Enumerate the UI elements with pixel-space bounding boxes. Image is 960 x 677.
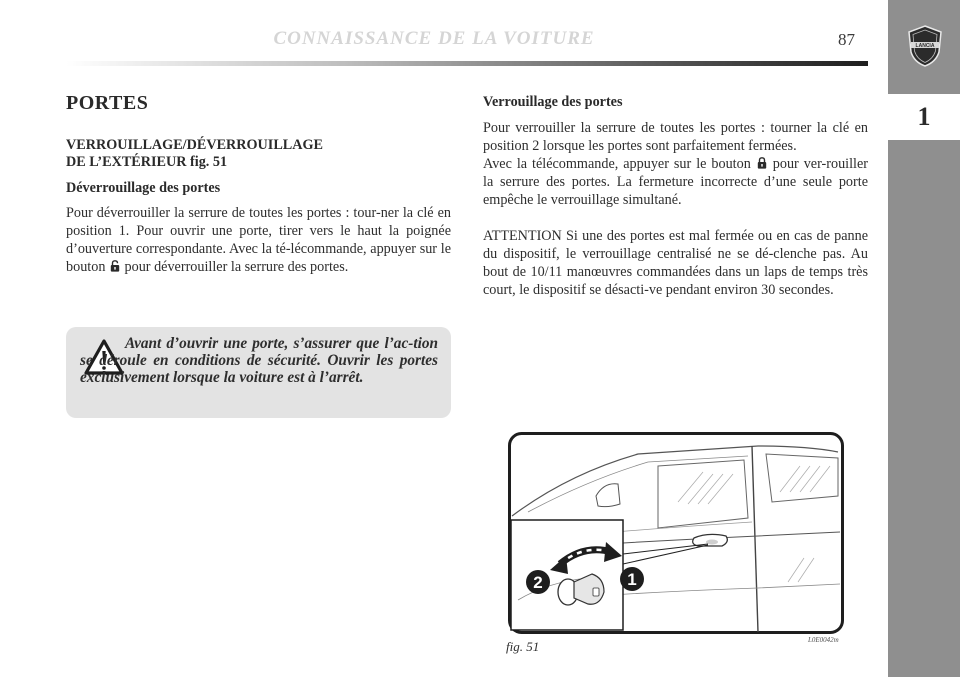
- page-number: 87: [838, 30, 855, 49]
- unlock-title: Déverrouillage des portes: [66, 180, 221, 196]
- callout-2: 2: [533, 573, 543, 592]
- unlock-button-icon: [110, 260, 120, 272]
- figure-code: L0E0042m: [808, 636, 839, 644]
- lancia-logo-icon: [906, 24, 944, 68]
- lock-paragraph-2: [483, 155, 868, 209]
- door-lock-figure: [508, 432, 844, 634]
- subheading: [66, 137, 451, 171]
- svg-text:LANCIA: LANCIA: [915, 43, 935, 49]
- lock-text-part2: pour ver-rouiller la serrure des portes. La fermeture incorrecte d’une seule porte empêche le verrouillage simultané.: [483, 156, 869, 208]
- section-heading: PORTES: [66, 92, 149, 114]
- figure-caption: fig. 51: [506, 639, 540, 654]
- callout-1: 1: [627, 570, 637, 589]
- lock-title: Verrouillage des portes: [483, 94, 623, 110]
- subheading-line-1: VERROUILLAGE/DÉVERROUILLAGE: [66, 137, 323, 153]
- running-header-title: CONNAISSANCE DE LA VOITURE: [273, 28, 595, 49]
- chapter-number: 1: [888, 94, 960, 140]
- lock-text-part1: Avec la télécommande, appuyer sur le bouton: [483, 156, 751, 172]
- unlock-paragraph: [66, 204, 451, 276]
- warning-text: Avant d’ouvrir une porte, s’assurer que l’ac-tion se déroule en conditions de sécurité. Ouvrir les portes exclusivement lorsque la voiture est à l’arrêt.: [80, 335, 438, 386]
- attention-paragraph: ATTENTION Si une des portes est mal fermée ou en cas de panne du dispositif, le verrouillage centralisé ne se dé-clenche pas. Au bout de 10/11 manœuvres commandées dans un laps de temps très court, le dispositif se désacti-ve pendant environ 30 secondes.: [483, 228, 868, 298]
- lock-button-icon: [757, 157, 767, 169]
- warning-box: [66, 327, 451, 418]
- unlock-text-part2: pour déverrouiller la serrure des portes.: [124, 259, 349, 275]
- lock-paragraph-1: Pour verrouiller la serrure de toutes les portes : tourner la clé en position 2 lorsque les portes sont parfaitement fermées.: [483, 120, 868, 154]
- left-column: [66, 92, 451, 276]
- header-rule: [66, 61, 868, 66]
- unlock-text-part1: Pour déverrouiller la serrure de toutes les portes : tour-ner la clé en position 1. Pour ouvrir une porte, tirer vers le haut la poignée d’ouverture correspondante. Avec la té-lécommande, appuyer sur le bouton: [66, 205, 451, 275]
- right-column: [483, 94, 868, 299]
- subheading-line-2: DE L’EXTÉRIEUR fig. 51: [66, 154, 228, 170]
